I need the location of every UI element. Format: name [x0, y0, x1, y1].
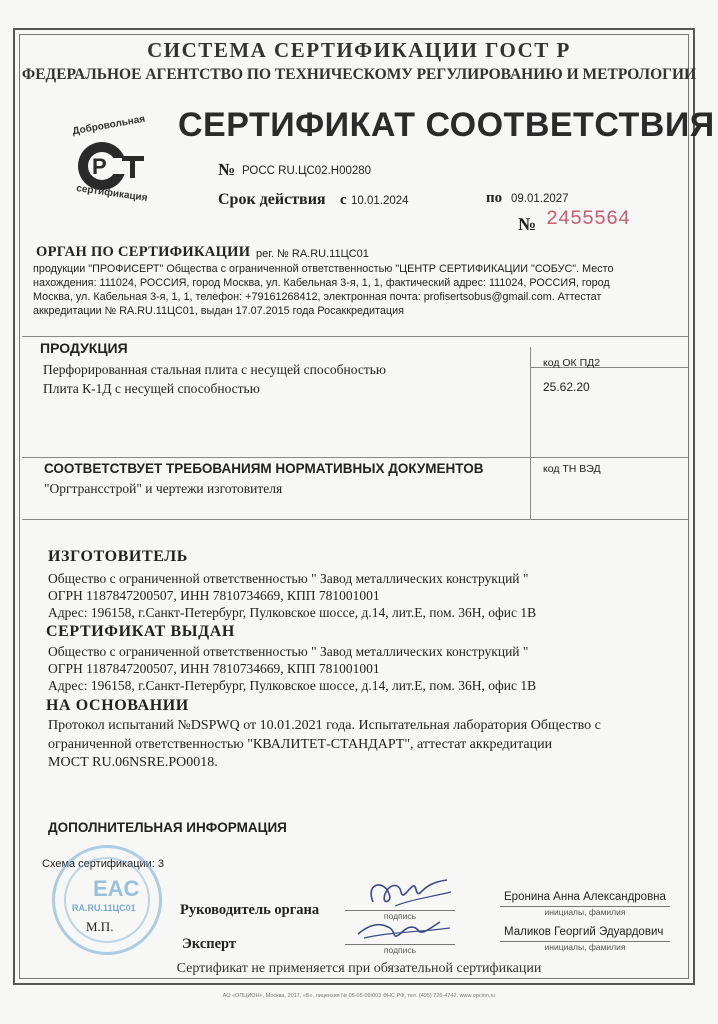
stamp-text: RA.RU.11ЦС01: [72, 903, 136, 913]
expert-name-caption: инициалы, фамилия: [500, 941, 670, 952]
column-divider: [530, 457, 531, 519]
logo-bottom-text: сертификация: [75, 183, 149, 204]
expert-name: Маликов Георгий Эдуардович: [504, 926, 664, 938]
head-name: Еронина Анна Александровна: [504, 891, 666, 903]
divider: [22, 336, 688, 337]
head-signature-caption: подпись: [345, 910, 455, 921]
organ-reg-number: рег. № RA.RU.11ЦС01: [256, 248, 369, 260]
cert-number-label: №: [218, 160, 236, 179]
manufacturer-details: [48, 570, 678, 621]
head-name-caption: инициалы, фамилия: [500, 906, 670, 917]
basis-title: НА ОСНОВАНИИ: [46, 697, 189, 714]
organ-line: продукции "ПРОФИСЕРТ" Общества с ограниченной ответственностью "ЦЕНТР СЕРТИФИКАЦИИ "СОБУС". Место: [33, 263, 614, 275]
manufacturer-line: Адрес: 196158, г.Санкт-Петербург, Пулковское шоссе, д.14, лит.Е, пом. 36Н, офис 1В: [48, 605, 537, 620]
validity-label: Срок действия: [218, 191, 326, 208]
head-label: Руководитель органа: [180, 902, 320, 918]
product-line-1: Перфорированная стальная плита с несущей способностью: [43, 362, 386, 377]
basis-line: ограниченной ответственностью "КВАЛИТЕТ-СТАНДАРТ", аттестат аккредитации: [48, 736, 553, 752]
validity-to-date: 09.01.2027: [511, 193, 569, 205]
issued-title: СЕРТИФИКАТ ВЫДАН: [46, 623, 235, 640]
issued-line: Адрес: 196158, г.Санкт-Петербург, Пулковское шоссе, д.14, лит.Е, пом. 36Н, офис 1В: [48, 678, 537, 693]
basis-line: Протокол испытаний №DSPWQ от 10.01.2021 года. Испытательная лаборатория Общество с: [48, 718, 601, 733]
product-title: ПРОДУКЦИЯ: [40, 340, 128, 356]
validity-from-label: с: [340, 192, 347, 208]
footer-note: Сертификат не применяется при обязательной сертификации: [176, 961, 542, 976]
logo-top-text: Добровольная: [71, 113, 146, 138]
basis-details: [48, 717, 678, 773]
okpd-code: 25.62.20: [543, 380, 590, 394]
issued-details: [48, 643, 678, 694]
svg-text:Р: Р: [92, 154, 107, 179]
conforms-text: "Оргтрансстрой" и чертежи изготовителя: [44, 481, 283, 496]
validity-from-date: 10.01.2024: [351, 195, 409, 207]
certification-scheme: Схема сертификации: 3: [42, 858, 165, 870]
printer-info: АО «ОПЦИОН», Москва, 2017, «Б», лицензия № 05-05-09/003 ФНС РФ, тел. (495) 726-4742, www.opcion.ru: [222, 993, 496, 999]
issued-line: Общество с ограниченной ответственностью " Завод металлических конструкций ": [48, 644, 529, 659]
okpd-code-label: код ОК ПД2: [543, 357, 601, 369]
organ-title: ОРГАН ПО СЕРТИФИКАЦИИ: [36, 244, 251, 260]
tnved-code-label: код ТН ВЭД: [543, 463, 601, 475]
product-line-2: Плита К-1Д с несущей способностью: [43, 381, 260, 396]
conforms-title: СООТВЕТСТВУЕТ ТРЕБОВАНИЯМ НОРМАТИВНЫХ ДОКУМЕНТОВ: [44, 461, 484, 476]
expert-signature-caption: подпись: [345, 944, 455, 955]
validity-to-label: по: [486, 190, 503, 206]
issued-line: ОГРН 1187847200507, ИНН 7810734669, КПП 781001001: [48, 661, 380, 676]
additional-title: ДОПОЛНИТЕЛЬНАЯ ИНФОРМАЦИЯ: [48, 820, 287, 835]
manufacturer-line: ОГРН 1187847200507, ИНН 7810734669, КПП 781001001: [48, 588, 380, 603]
stamp-eac-mark: EAC: [93, 876, 140, 901]
divider: [22, 519, 688, 520]
organ-line: аккредитации № RA.RU.11ЦС01, выдан 17.07.2015 года Росаккредитация: [33, 305, 404, 317]
seal-place-label: М.П.: [86, 919, 114, 934]
basis-line: МОСТ RU.06NSRE.PO0018.: [48, 755, 218, 770]
blank-number-label: №: [518, 214, 537, 234]
manufacturer-line: Общество с ограниченной ответственностью " Завод металлических конструкций ": [48, 571, 529, 586]
column-divider: [530, 347, 531, 457]
system-title: СИСТЕМА СЕРТИФИКАЦИИ ГОСТ Р: [147, 38, 571, 62]
organ-details: [33, 262, 673, 318]
manufacturer-title: ИЗГОТОВИТЕЛЬ: [48, 548, 188, 565]
expert-signature: [350, 912, 460, 946]
agency-title: ФЕДЕРАЛЬНОЕ АГЕНТСТВО ПО ТЕХНИЧЕСКОМУ РЕГУЛИРОВАНИЮ И МЕТРОЛОГИИ: [21, 66, 697, 83]
blank-number: 2455564: [546, 208, 631, 231]
organ-line: Москва, ул. Кабельная 3-я, 1, 1, телефон: +79161268412, электронная почта: profisertsobus@gmail.com. Аттестат: [33, 291, 602, 303]
cert-number: РОСС RU.ЦС02.Н00280: [242, 165, 372, 177]
expert-label: Эксперт: [182, 936, 237, 952]
certificate-title: СЕРТИФИКАТ СООТВЕТСТВИЯ: [178, 106, 715, 144]
divider: [22, 457, 688, 458]
organ-line: нахождения: 111024, РОССИЯ, город Москва, ул. Кабельная 3-я, 1, 1, фактический адрес: 111024, РОССИЯ, город: [33, 277, 610, 289]
